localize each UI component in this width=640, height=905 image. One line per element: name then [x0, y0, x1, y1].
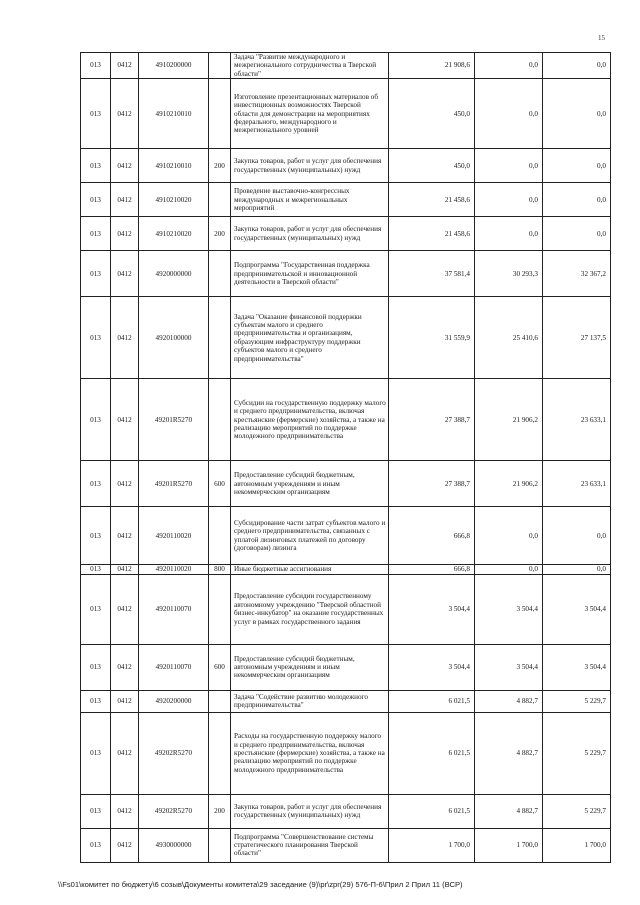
cell-section: 0412	[111, 217, 139, 251]
cell-description: Субсидирование части затрат субъектов малого и среднего предпринимательства, связанных с уплатой лизинговых платежей по договору (договорам) лизинга	[231, 507, 389, 565]
page-number: 15	[598, 34, 605, 42]
table-row	[81, 217, 611, 251]
cell-amount-2: 0,0	[475, 507, 543, 565]
cell-ved: 013	[81, 79, 111, 149]
cell-section: 0412	[111, 574, 139, 644]
cell-expense-type	[209, 379, 231, 461]
table-row	[81, 712, 611, 794]
table-row	[81, 379, 611, 461]
cell-target-article: 4910210020	[139, 217, 209, 251]
cell-description: Предоставление субсидии государственному автономному учреждению "Тверской областной бизнес-инкубатор" на оказание государственных услуг в рамках государственного задания	[231, 574, 389, 644]
cell-description: Закупка товаров, работ и услуг для обеспечения государственных (муниципальных) нужд	[231, 217, 389, 251]
table-row	[81, 794, 611, 828]
cell-ved: 013	[81, 565, 111, 574]
table-row	[81, 565, 611, 574]
cell-target-article: 4920110020	[139, 565, 209, 574]
cell-ved: 013	[81, 690, 111, 712]
cell-amount-1: 27 388,7	[389, 379, 475, 461]
cell-ved: 013	[81, 644, 111, 690]
cell-amount-2: 25 410,6	[475, 297, 543, 379]
cell-expense-type: 200	[209, 217, 231, 251]
cell-expense-type	[209, 574, 231, 644]
cell-amount-2: 0,0	[475, 149, 543, 183]
cell-expense-type	[209, 712, 231, 794]
cell-expense-type: 600	[209, 644, 231, 690]
cell-target-article: 4930000000	[139, 828, 209, 862]
cell-amount-3: 1 700,0	[543, 828, 611, 862]
cell-expense-type	[209, 507, 231, 565]
cell-description: Задача "Оказание финансовой поддержки субъектам малого и среднего предпринимательства и организациям, образующим инфраструктуру поддержки субъектов малого и среднего предпринимательства"	[231, 297, 389, 379]
cell-amount-1: 6 021,5	[389, 690, 475, 712]
cell-amount-3: 0,0	[543, 79, 611, 149]
cell-target-article: 4920110070	[139, 574, 209, 644]
table-row	[81, 461, 611, 507]
cell-description: Изготовление презентационных материалов об инвестиционных возможностях Тверской области для демонстрации на мероприятиях федерального, международного и межрегионального уровней	[231, 79, 389, 149]
cell-section: 0412	[111, 565, 139, 574]
cell-amount-3: 32 367,2	[543, 251, 611, 297]
cell-description: Задача "Содействие развитию молодежного предпринимательства"	[231, 690, 389, 712]
cell-expense-type: 200	[209, 149, 231, 183]
cell-amount-3: 23 633,1	[543, 461, 611, 507]
budget-table-container	[80, 52, 610, 863]
table-row	[81, 251, 611, 297]
cell-target-article: 4910210020	[139, 183, 209, 217]
cell-amount-2: 0,0	[475, 565, 543, 574]
cell-target-article: 4920100000	[139, 297, 209, 379]
cell-target-article: 4920110020	[139, 507, 209, 565]
cell-amount-3: 5 229,7	[543, 712, 611, 794]
table-row	[81, 828, 611, 862]
cell-amount-2: 3 504,4	[475, 574, 543, 644]
cell-amount-3: 0,0	[543, 149, 611, 183]
cell-ved: 013	[81, 217, 111, 251]
cell-target-article: 4920000000	[139, 251, 209, 297]
cell-amount-1: 6 021,5	[389, 794, 475, 828]
cell-target-article: 4920110070	[139, 644, 209, 690]
cell-amount-3: 27 137,5	[543, 297, 611, 379]
cell-section: 0412	[111, 379, 139, 461]
cell-description: Иные бюджетные ассигнования	[231, 565, 389, 574]
cell-expense-type	[209, 79, 231, 149]
cell-amount-1: 3 504,4	[389, 644, 475, 690]
cell-section: 0412	[111, 461, 139, 507]
table-row	[81, 79, 611, 149]
cell-expense-type	[209, 183, 231, 217]
cell-amount-2: 0,0	[475, 183, 543, 217]
file-path-footer: \\Fs01\комитет по бюджету\6 созыв\Документы комитета\29 заседание (9)\pr\zpr(29) 576-П-6\Прил 2 Прил 11 (ВСР)	[58, 880, 463, 889]
cell-amount-1: 37 581,4	[389, 251, 475, 297]
cell-description: Субсидии на государственную поддержку малого и среднего предпринимательства, включая крестьянские (фермерские) хозяйства, а также на реализацию мероприятий по поддержке молодежного предпринимательства	[231, 379, 389, 461]
cell-expense-type	[209, 297, 231, 379]
cell-target-article: 4910210010	[139, 79, 209, 149]
cell-description: Проведение выставочно-конгрессных международных и межрегиональных мероприятий	[231, 183, 389, 217]
cell-amount-1: 21 458,6	[389, 183, 475, 217]
cell-description: Расходы на государственную поддержку малого и среднего предпринимательства, включая крестьянские (фермерские) хозяйства, а также на реализацию мероприятий по поддержке молодежного предпринимательства	[231, 712, 389, 794]
cell-amount-2: 0,0	[475, 217, 543, 251]
cell-expense-type: 800	[209, 565, 231, 574]
table-row	[81, 53, 611, 79]
cell-ved: 013	[81, 379, 111, 461]
cell-amount-3: 0,0	[543, 217, 611, 251]
cell-ved: 013	[81, 461, 111, 507]
cell-ved: 013	[81, 183, 111, 217]
cell-expense-type: 200	[209, 794, 231, 828]
cell-section: 0412	[111, 149, 139, 183]
table-row	[81, 507, 611, 565]
cell-amount-2: 21 906,2	[475, 379, 543, 461]
cell-ved: 013	[81, 574, 111, 644]
cell-amount-3: 3 504,4	[543, 574, 611, 644]
cell-ved: 013	[81, 712, 111, 794]
cell-amount-1: 21 458,6	[389, 217, 475, 251]
cell-amount-2: 3 504,4	[475, 644, 543, 690]
cell-expense-type	[209, 828, 231, 862]
cell-amount-2: 4 882,7	[475, 712, 543, 794]
cell-amount-2: 21 906,2	[475, 461, 543, 507]
cell-description: Закупка товаров, работ и услуг для обеспечения государственных (муниципальных) нужд	[231, 794, 389, 828]
cell-amount-2: 4 882,7	[475, 690, 543, 712]
cell-expense-type	[209, 251, 231, 297]
cell-amount-1: 31 559,9	[389, 297, 475, 379]
cell-target-article: 4920200000	[139, 690, 209, 712]
cell-amount-3: 23 633,1	[543, 379, 611, 461]
cell-description: Предоставление субсидий бюджетным, автономным учреждениям и иным некоммерческим организациям	[231, 461, 389, 507]
cell-description: Подпрограмма "Совершенствование системы стратегического планирования Тверской области"	[231, 828, 389, 862]
cell-amount-3: 5 229,7	[543, 794, 611, 828]
table-row	[81, 574, 611, 644]
cell-expense-type: 600	[209, 461, 231, 507]
cell-amount-2: 1 700,0	[475, 828, 543, 862]
cell-target-article: 49201R5270	[139, 461, 209, 507]
table-row	[81, 149, 611, 183]
cell-section: 0412	[111, 297, 139, 379]
cell-amount-3: 5 229,7	[543, 690, 611, 712]
cell-amount-1: 666,8	[389, 565, 475, 574]
cell-section: 0412	[111, 690, 139, 712]
cell-target-article: 4910210010	[139, 149, 209, 183]
cell-section: 0412	[111, 712, 139, 794]
cell-amount-3: 0,0	[543, 507, 611, 565]
cell-section: 0412	[111, 183, 139, 217]
cell-ved: 013	[81, 507, 111, 565]
cell-description: Предоставление субсидий бюджетным, автономным учреждениям и иным некоммерческим организациям	[231, 644, 389, 690]
cell-ved: 013	[81, 828, 111, 862]
cell-ved: 013	[81, 53, 111, 79]
cell-section: 0412	[111, 828, 139, 862]
cell-section: 0412	[111, 53, 139, 79]
cell-expense-type	[209, 53, 231, 79]
cell-target-article: 49201R5270	[139, 379, 209, 461]
cell-target-article: 49202R5270	[139, 794, 209, 828]
cell-ved: 013	[81, 297, 111, 379]
cell-amount-3: 0,0	[543, 565, 611, 574]
cell-amount-1: 1 700,0	[389, 828, 475, 862]
table-body	[81, 53, 611, 863]
cell-ved: 013	[81, 251, 111, 297]
cell-amount-3: 3 504,4	[543, 644, 611, 690]
cell-section: 0412	[111, 794, 139, 828]
cell-amount-1: 3 504,4	[389, 574, 475, 644]
cell-amount-1: 27 388,7	[389, 461, 475, 507]
cell-description: Задача "Развитие международного и межрегионального сотрудничества в Тверской области"	[231, 53, 389, 79]
table-row	[81, 297, 611, 379]
cell-amount-2: 0,0	[475, 79, 543, 149]
cell-description: Подпрограмма "Государственная поддержка предпринимательской и инновационной деятельности в Тверской области"	[231, 251, 389, 297]
cell-amount-2: 0,0	[475, 53, 543, 79]
table-row	[81, 644, 611, 690]
cell-section: 0412	[111, 644, 139, 690]
cell-amount-1: 21 908,6	[389, 53, 475, 79]
cell-target-article: 4910200000	[139, 53, 209, 79]
cell-description: Закупка товаров, работ и услуг для обеспечения государственных (муниципальных) нужд	[231, 149, 389, 183]
cell-amount-1: 450,0	[389, 79, 475, 149]
cell-amount-1: 450,0	[389, 149, 475, 183]
cell-amount-1: 666,8	[389, 507, 475, 565]
cell-amount-2: 4 882,7	[475, 794, 543, 828]
cell-section: 0412	[111, 507, 139, 565]
cell-amount-3: 0,0	[543, 183, 611, 217]
cell-section: 0412	[111, 251, 139, 297]
budget-table	[80, 52, 611, 863]
cell-ved: 013	[81, 149, 111, 183]
cell-amount-1: 6 021,5	[389, 712, 475, 794]
cell-ved: 013	[81, 794, 111, 828]
cell-amount-3: 0,0	[543, 53, 611, 79]
cell-section: 0412	[111, 79, 139, 149]
table-row	[81, 690, 611, 712]
cell-expense-type	[209, 690, 231, 712]
table-row	[81, 183, 611, 217]
cell-target-article: 49202R5270	[139, 712, 209, 794]
cell-amount-2: 30 293,3	[475, 251, 543, 297]
